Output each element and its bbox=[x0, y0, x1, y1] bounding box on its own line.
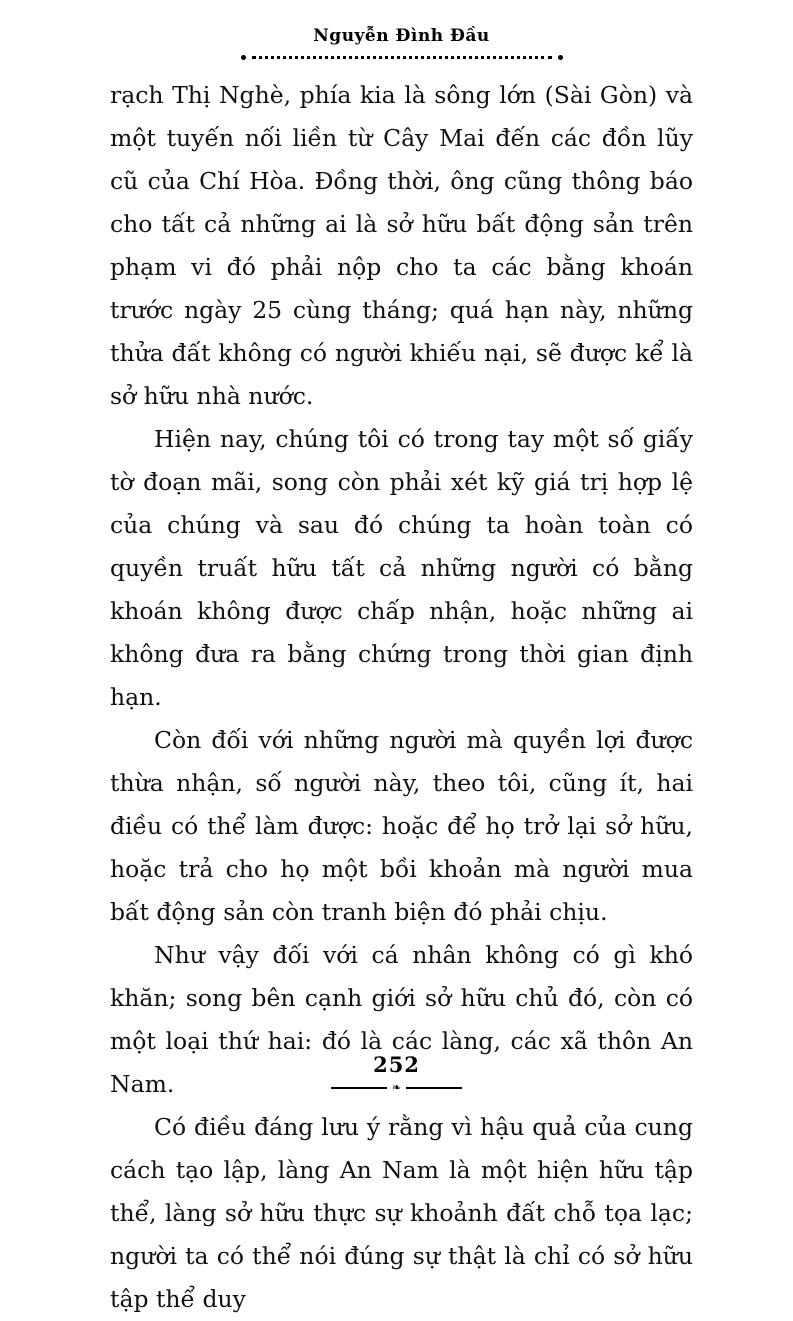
paragraph: Còn đối với những người mà quyền lợi được thừa nhận, số người này, theo tôi, cũng ít, hai điều có thể làm được: hoặc để họ trở lại sở hữu, hoặc trả cho họ một bồi khoản mà người mua bất động sản còn tranh biện đó phải chịu. bbox=[110, 726, 693, 926]
paragraph: Như vậy đối với cá nhân không có gì khó khăn; song bên cạnh giới sở hữu chủ đó, còn có một loại thứ hai: đó là các làng, các xã thôn An Nam. bbox=[110, 941, 693, 1098]
footer-rule-right bbox=[406, 1087, 462, 1089]
leaf-ornament-icon: ❧ bbox=[391, 1082, 402, 1094]
footer-divider bbox=[0, 1082, 793, 1093]
paragraph: Hiện nay, chúng tôi có trong tay một số giấy tờ đoạn mãi, song còn phải xét kỹ giá trị hợp lệ của chúng và sau đó chúng ta hoàn toàn có quyền truất hữu tất cả những người có bằng khoán không được chấp nhận, hoặc những ai không đưa ra bằng chứng trong thời gian định hạn. bbox=[110, 425, 693, 711]
body-text bbox=[110, 74, 693, 1321]
divider-left-dot bbox=[241, 55, 246, 60]
paragraph: Có điều đáng lưu ý rằng vì hậu quả của cung cách tạo lập, làng An Nam là một hiện hữu tập thể, làng sở hữu thực sự khoảnh đất chỗ tọa lạc; người ta có thể nói đúng sự thật là chỉ có sở hữu tập thể duy bbox=[110, 1113, 693, 1313]
running-head: Nguyễn Đình Đầu bbox=[313, 26, 490, 46]
divider-dotted-line bbox=[252, 56, 552, 59]
paragraph: rạch Thị Nghè, phía kia là sông lớn (Sài Gòn) và một tuyến nối liền từ Cây Mai đến các đồn lũy cũ của Chí Hòa. Đồng thời, ông cũng thông báo cho tất cả những ai là sở hữu bất động sản trên phạm vi đó phải nộp cho ta các bằng khoán trước ngày 25 cùng tháng; quá hạn này, những thửa đất không có người khiếu nại, sẽ được kể là sở hữu nhà nước. bbox=[110, 81, 693, 410]
divider-right-dot bbox=[558, 55, 563, 60]
header-divider bbox=[110, 55, 693, 60]
page-footer bbox=[0, 1052, 793, 1093]
footer-rule-left bbox=[331, 1087, 387, 1089]
page-number: 252 bbox=[373, 1052, 420, 1077]
